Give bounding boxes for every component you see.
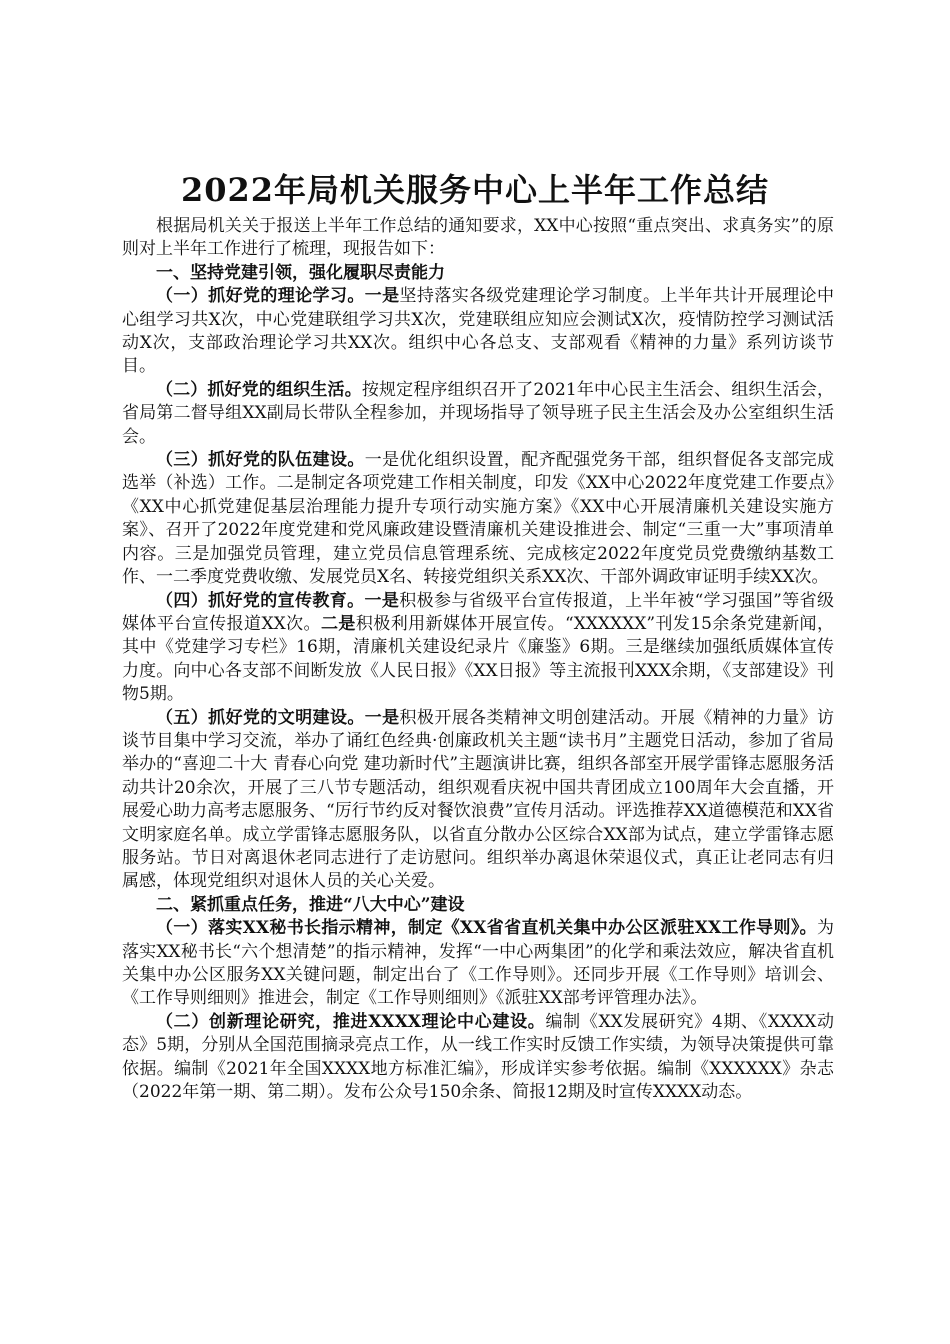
section-1-paragraph-1 [122, 285, 834, 379]
paragraph-text: 编制《XX发展研究》4期、《XXXX动态》5期，分别从全国范围摘录亮点工作，从一线工作实时反馈工作实绩，为领导决策提供可靠依据。编制《2021年全国XXXX地方标准汇编》，形成详实参考依据。编制《XXXXXX》杂志（2022年第一期、第二期）。发布公众号150余条、简报12期及时宣传XXXX动态。 [122, 1011, 834, 1103]
paragraph-lead-2: 二是 [320, 613, 356, 634]
section-1-paragraph-5 [122, 707, 834, 894]
intro-paragraph: 根据局机关关于报送上半年工作总结的通知要求，XX中心按照“重点突出、求真务实”的原则对上半年工作进行了梳理，现报告如下： [122, 216, 834, 260]
paragraph-lead: （五）抓好党的文明建设。一是 [156, 707, 400, 728]
paragraph-text: 为落实XX秘书长“六个想清楚”的指示精神，发挥“一中心两集团”的化学和乘法效应，解决省直机关集中办公区服务XX关键问题，制定出台了《工作导则》。还同步开展《工作导则》培训会、《工作导则细则》推进会，制定《工作导则细则》《派驻XX部考评管理办法》。 [122, 918, 834, 1009]
paragraph-lead: （二）创新理论研究，推进XXXX理论中心建设。 [156, 1011, 546, 1032]
paragraph-lead: （四）抓好党的宣传教育。一是 [156, 590, 400, 611]
document-body [122, 215, 834, 1104]
paragraph-text: 按规定程序组织召开了2021年中心民主生活会、组织生活会，省局第二督导组XX副局长带队全程参加，并现场指导了领导班子民主生活会及办公室组织生活会。 [122, 379, 834, 447]
section-1-paragraph-3 [122, 449, 834, 589]
paragraph-text: 积极参与省级平台宣传报道，上半年被“学习强国”等省级媒体平台宣传报道XX次。 [122, 590, 834, 634]
paragraph-lead: （三）抓好党的队伍建设。 [156, 450, 365, 471]
paragraph-text-2: 积极利用新媒体开展宣传。“XXXXXX”刊发15余条党建新闻，其中《党建学习专栏》16期，清廉机关建设纪录片《廉鉴》6期。三是继续加强纸质媒体宣传力度。向中心各支部不间断发放《人民日报》《XX日报》等主流报刊XXX余期，《支部建设》刊物5期。 [122, 613, 834, 705]
paragraph-text: 积极开展各类精神文明创建活动。开展《精神的力量》访谈节目集中学习交流，举办了诵红色经典·创廉政机关主题“读书月”主题党日活动，参加了省局举办的“喜迎二十大 青春心向党 建功新时代”主题演讲比赛，组织各部室开展学雷锋志愿服务活动共计20余次，开展了三八节专题活动，组织观看庆祝中国共青团成立100周年大会直播，开展爱心助力高考志愿服务、“厉行节约反对餐饮浪费”宣传月活动。评选推荐XX道德模范和XX省文明家庭名单。成立学雷锋志愿服务队，以省直分散办公区综合XX部为试点，建立学雷锋志愿服务站。节日对离退休老同志进行了走访慰问。组织举办离退休荣退仪式，真正让老同志有归属感，体现党组织对退休人员的关心关爱。 [122, 707, 835, 892]
section-2-heading: 二、紧抓重点任务，推进“八大中心”建设 [156, 894, 465, 915]
document-title: 2022年局机关服务中心上半年工作总结 [180, 171, 770, 209]
paragraph-lead: （二）抓好党的组织生活。 [156, 379, 362, 400]
paragraph-lead: （一）落实XX秘书长指示精神，制定《XX省省直机关集中办公区派驻XX工作导则》。 [156, 918, 817, 939]
section-2-paragraph-2 [122, 1011, 834, 1105]
section-1-paragraph-2 [122, 379, 834, 449]
section-1-paragraph-4 [122, 590, 834, 707]
section-1-heading: 一、坚持党建引领，强化履职尽责能力 [156, 262, 445, 283]
paragraph-lead: （一）抓好党的理论学习。一是 [156, 286, 400, 307]
section-2-paragraph-1 [122, 917, 834, 1011]
paragraph-text: 坚持落实各级党建理论学习制度。上半年共计开展理论中心组学习共X次，中心党建联组学习共X次，党建联组应知应会测试X次，疫情防控学习测试活动X次，支部政治理论学习共XX次。组织中心各总支、支部观看《精神的力量》系列访谈节目。 [122, 286, 835, 377]
paragraph-text: 一是优化组织设置，配齐配强党务干部，组织督促各支部完成选举（补选）工作。二是制定各项党建工作相关制度，印发《XX中心2022年度党建工作要点》《XX中心抓党建促基层治理能力提升专项行动实施方案》《XX中心开展清廉机关建设实施方案》、召开了2022年度党建和党风廉政建设暨清廉机关建设推进会、制定“三重一大”事项清单内容。三是加强党员管理，建立党员信息管理系统、完成核定2022年度党员党费缴纳基数工作、一二季度党费收缴、发展党员X名、转接党组织关系XX次、干部外调政审证明手续XX次。 [122, 450, 835, 588]
